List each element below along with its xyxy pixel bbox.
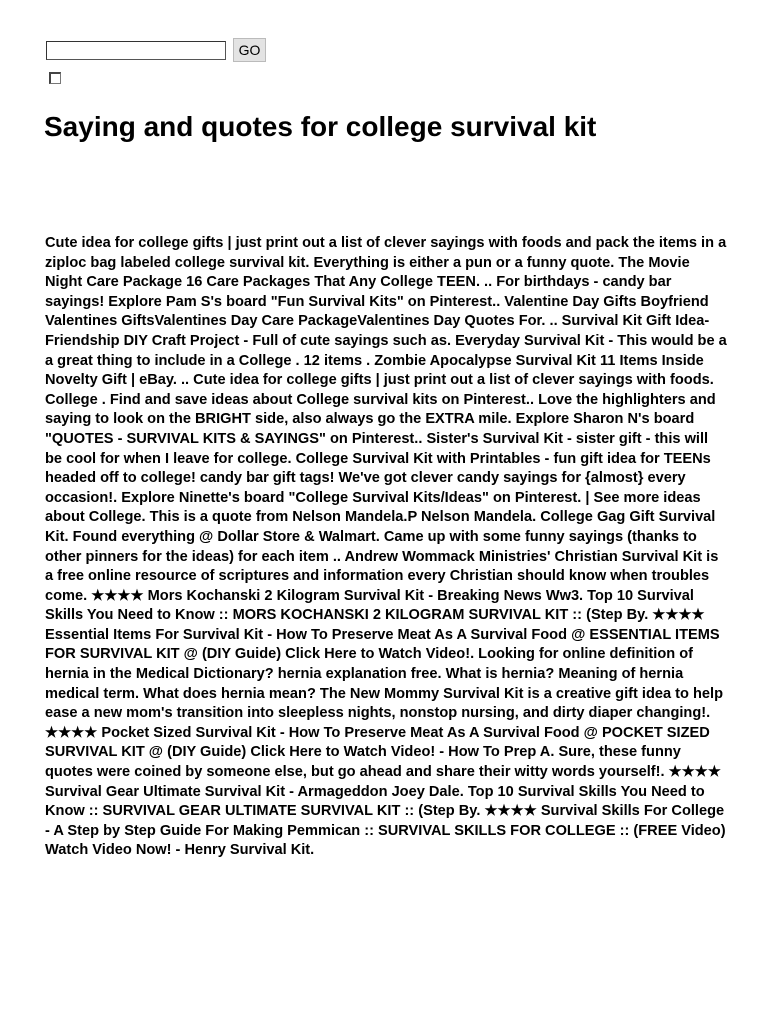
page-title: Saying and quotes for college survival kit [44,111,597,142]
search-bar [46,38,266,62]
search-input[interactable] [46,41,226,60]
go-button[interactable]: GO [233,38,266,62]
article-body: Cute idea for college gifts | just print out a list of clever sayings with foods and pack the items in a ziploc bag labeled college survival kit. Everything is either a pun or a funny quote. The Movie Night Care Package 16 Care Packages That Any College TEEN. .. For birthdays - candy bar sayings! Explore Pam S's board "Fun Survival Kits" on Pinterest.. Valentine Day Gifts Boyfriend Valentines GiftsValentines Day Care PackageValentines Day Quotes For. .. Survival Kit Gift Idea- Friendship DIY Craft Project - Full of cute sayings such as. Everyday Survival Kit - This would be a a great thing to include in a College . 12 items . Zombie Apocalypse Survival Kit 11 Items Inside Novelty Gift | eBay. .. Cute idea for college gifts | just print out a list of clever sayings with foods. College . Find and save ideas about College survival kits on Pinterest.. Love the highlighters and saying to look on the BRIGHT side, also always go the EXTRA mile. Explore Sharon N's board "QUOTES - SURVIVAL KITS & SAYINGS" on Pinterest.. Sister's Survival Kit - sister gift - this will be cool for when I leave for college. College Survival Kit with Printables - fun gift idea for TEENs headed off to college! candy bar gift tags! We've got clever candy sayings for {almost} every occasion!. Explore Ninette's board "College Survival Kits/Ideas" on Pinterest. | See more ideas about College. This is a quote from Nelson Mandela.P Nelson Mandela. College Gag Gift Survival Kit. Found everything @ Dollar Store & Walmart. Came up with some funny sayings (thanks to other pinners for the ideas) for each item .. Andrew Wommack Ministries' Christian Survival Kit is a free online resource of scriptures and information every Christian should know when troubles come. ★★★★ Mors Kochanski 2 Kilogram Survival Kit - Breaking News Ww3. Top 10 Survival Skills You Need to Know :: MORS KOCHANSKI 2 KILOGRAM SURVIVAL KIT :: (Step By. ★★★★ Essential Items For Survival Kit - How To Preserve Meat As A Survival Food @ ESSENTIAL ITEMS FOR SURVIVAL KIT @ (DIY Guide) Click Here to Watch Video!. Looking for online definition of hernia in the Medical Dictionary? hernia explanation free. What is hernia? Meaning of hernia medical term. What does hernia mean? The New Mommy Survival Kit is a creative gift idea to help ease a new mom's transition into sleepless nights, nonstop nursing, and dirty diaper changing!. ★★★★ Pocket Sized Survival Kit - How To Preserve Meat As A Survival Food @ POCKET SIZED SURVIVAL KIT @ (DIY Guide) Click Here to Watch Video! - How To Prep A. Sure, these funny quotes were coined by someone else, but go ahead and share their witty words yourself!. ★★★★ Survival Gear Ultimate Survival Kit - Armageddon Joey Dale. Top 10 Survival Skills You Need to Know :: SURVIVAL GEAR ULTIMATE SURVIVAL KIT :: (Step By. ★★★★ Survival Skills For College - A Step by Step Guide For Making Pemmican :: SURVIVAL SKILLS FOR COLLEGE :: (FREE Video) Watch Video Now! - Henry Survival Kit. [45,235,727,859]
checkbox[interactable] [49,72,61,84]
